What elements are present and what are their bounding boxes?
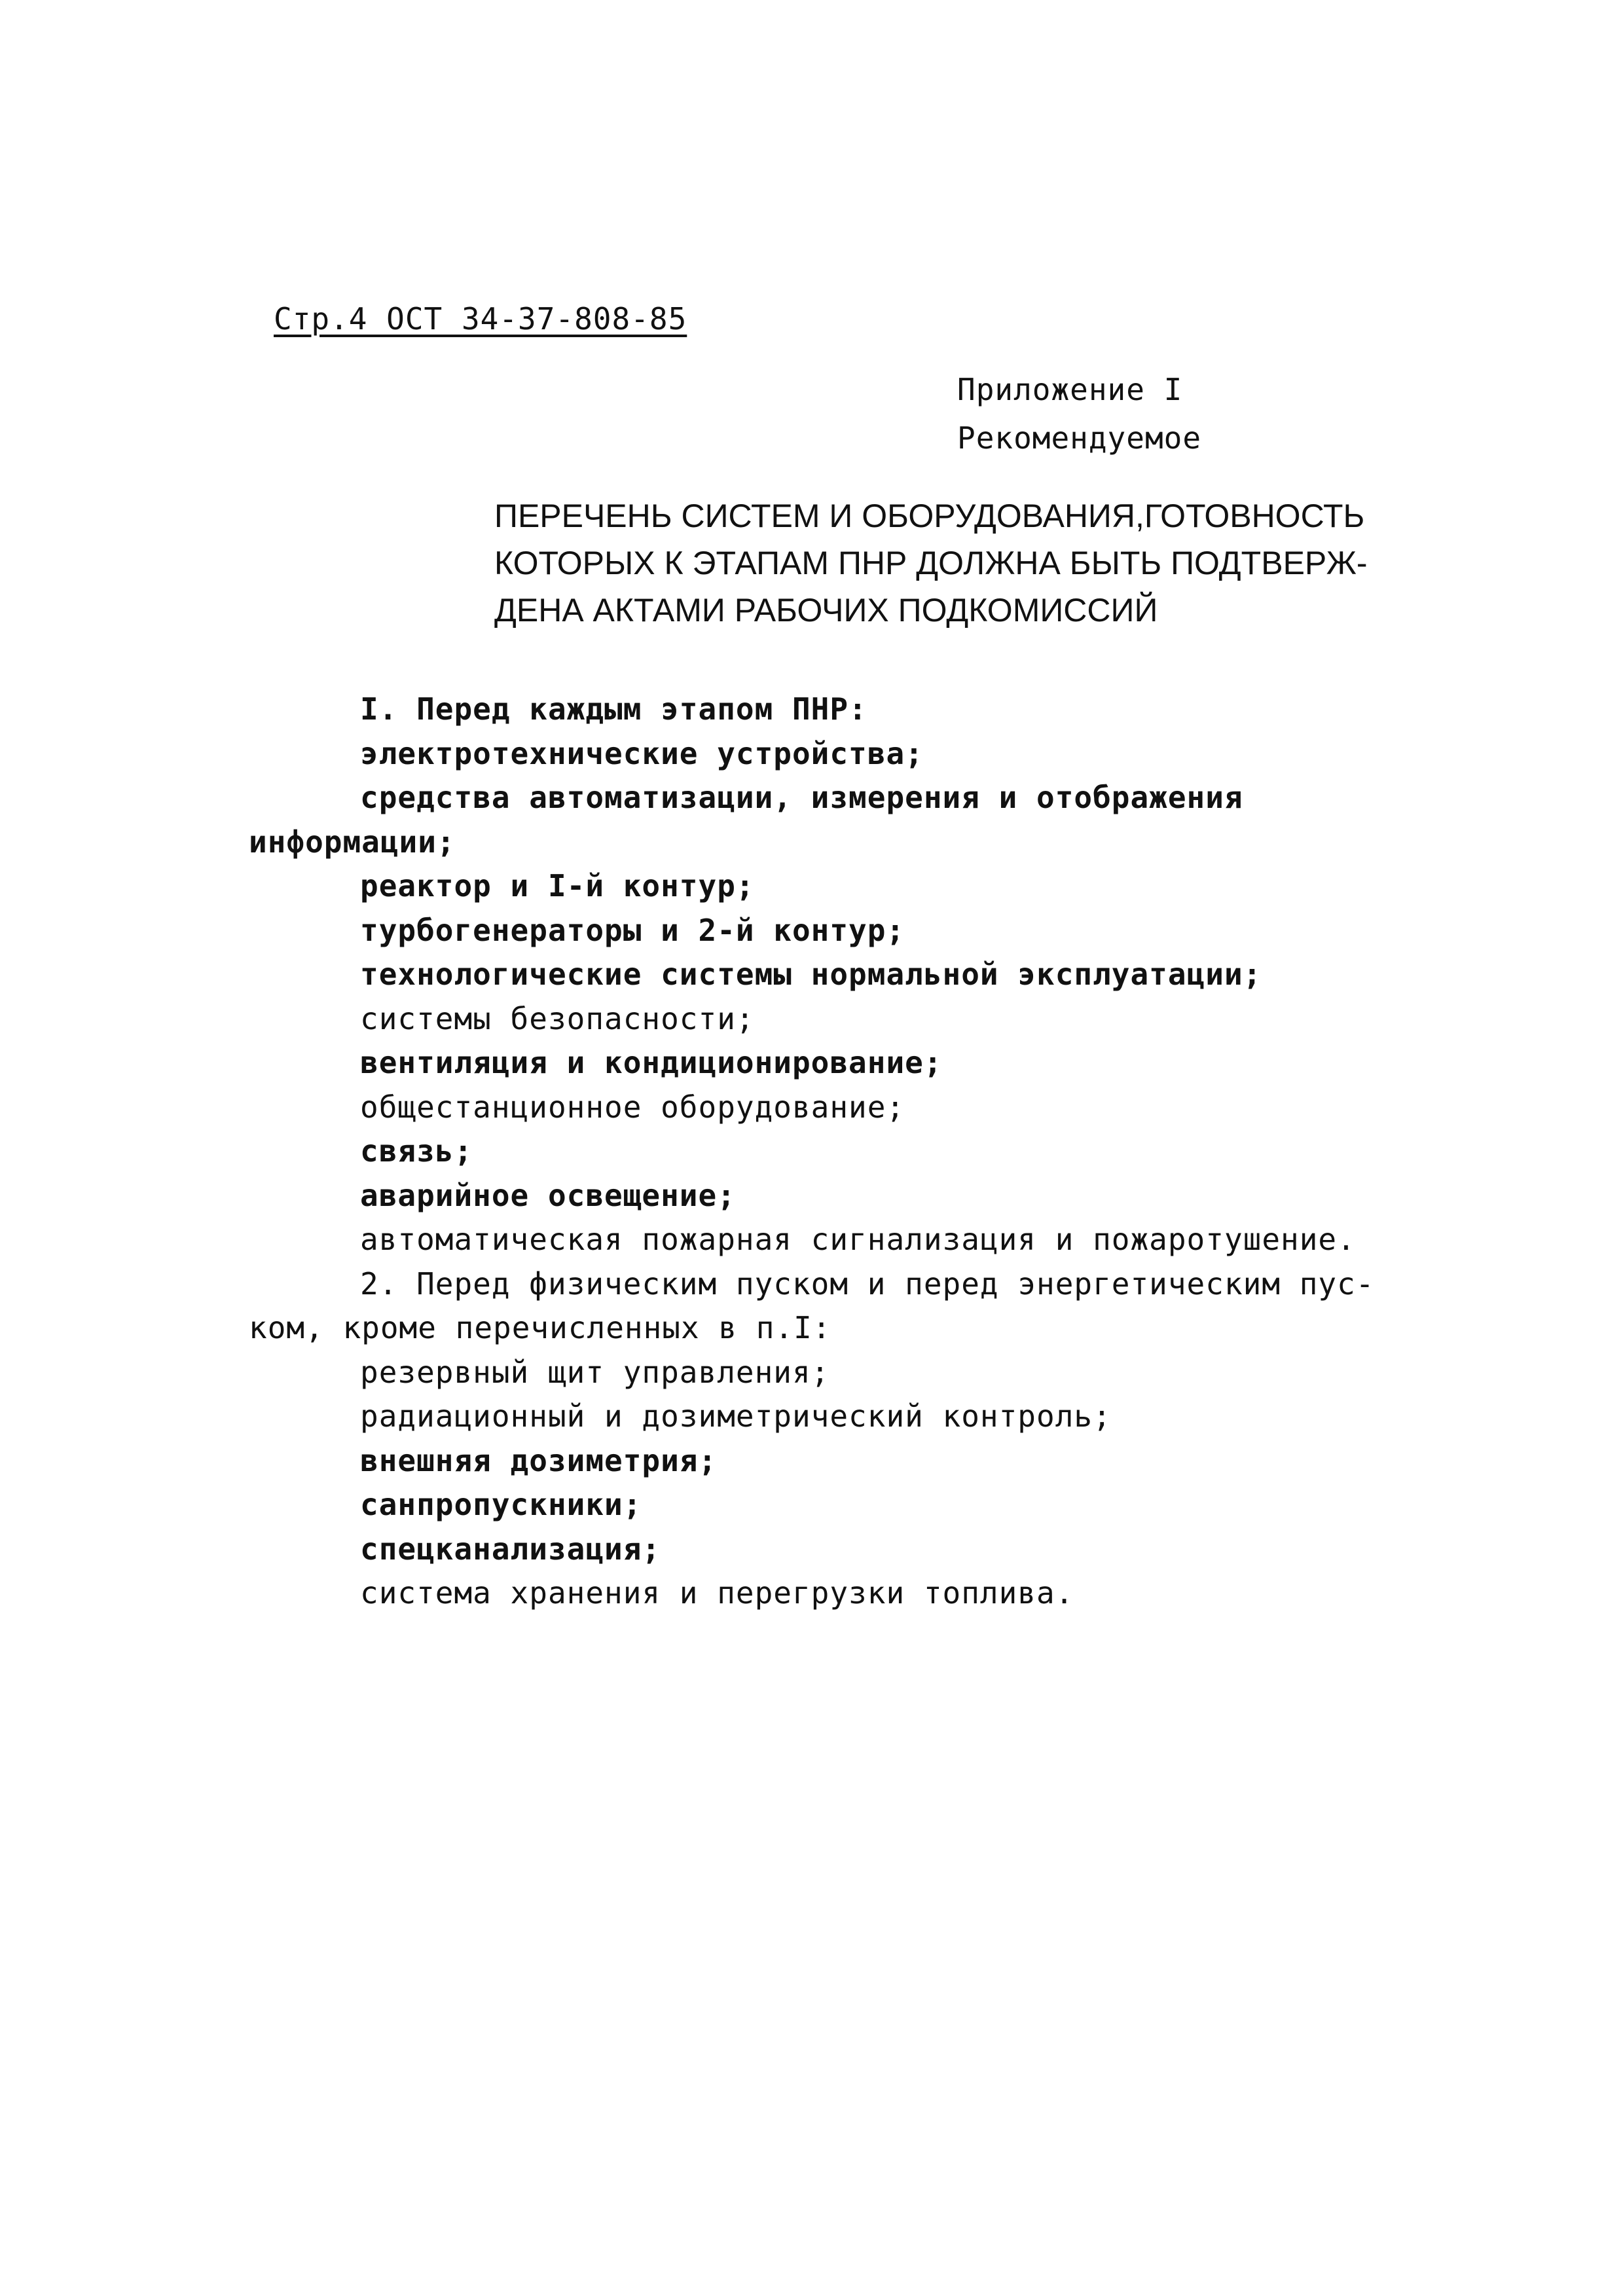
list-item: резервный щит управления;: [360, 1354, 830, 1390]
document-title: [494, 492, 1368, 634]
list-item-continuation: информации;: [249, 824, 456, 860]
list-item: общестанционное оборудование;: [360, 1089, 905, 1125]
annex-block: [957, 365, 1201, 462]
annex-status: Рекомендуемое: [957, 420, 1202, 456]
document-title-line: КОТОРЫХ К ЭТАПАМ ПНР ДОЛЖНА БЫТЬ ПОДТВЕРЖ-: [494, 545, 1368, 581]
list-item: средства автоматизации, измерения и отображения: [360, 780, 1243, 815]
list-item: технологические системы нормальной эксплуатации;: [360, 957, 1262, 992]
list-item: реактор и I-й контур;: [360, 868, 755, 903]
list-item: система хранения и перегрузки топлива.: [360, 1575, 1074, 1611]
list-item: внешняя дозиметрия;: [360, 1442, 718, 1478]
document-title-line: ПЕРЕЧЕНЬ СИСТЕМ И ОБОРУДОВАНИЯ,ГОТОВНОСТЬ: [494, 498, 1365, 534]
list-item: электротехнические устройства;: [360, 735, 924, 771]
document-body: [249, 687, 1375, 1616]
list-item: аварийное освещение;: [360, 1177, 736, 1213]
list-item: вентиляция и кондиционирование;: [360, 1045, 943, 1080]
list-item: турбогенераторы и 2-й контур;: [360, 912, 905, 948]
section-heading-2: 2. Перед физическим пуском и перед энергетическим пус-: [360, 1266, 1375, 1302]
page-reference: Стр.4 ОСТ 34-37-808-85: [274, 301, 687, 337]
annex-title: Приложение I: [957, 372, 1183, 407]
list-item: радиационный и дозиметрический контроль;: [360, 1398, 1112, 1434]
list-item: системы безопасности;: [360, 1000, 755, 1036]
section-heading-continuation: ком, кроме перечисленных в п.I:: [249, 1310, 831, 1345]
list-item: санпропускники;: [360, 1487, 642, 1522]
document-title-line: ДЕНА АКТАМИ РАБОЧИХ ПОДКОМИССИЙ: [494, 592, 1158, 629]
section-heading-1: I. Перед каждым этапом ПНР:: [360, 691, 867, 727]
list-item: связь;: [360, 1133, 473, 1169]
list-item: спецканализация;: [360, 1531, 661, 1567]
list-item: автоматическая пожарная сигнализация и пожаротушение.: [360, 1222, 1356, 1257]
